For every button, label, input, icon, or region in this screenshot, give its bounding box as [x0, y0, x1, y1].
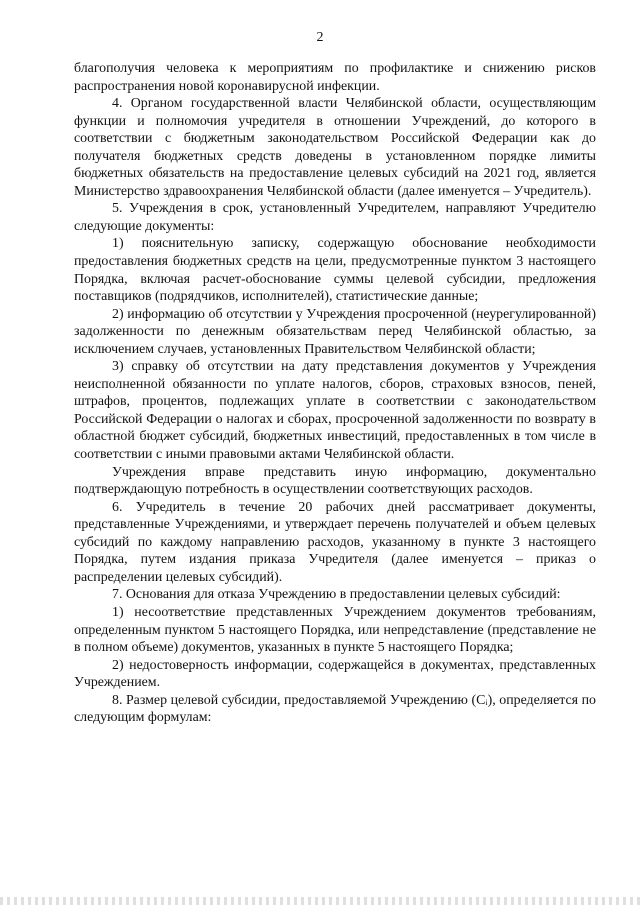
page-number: 2	[316, 30, 324, 45]
document-body	[74, 60, 596, 727]
paragraph: 8. Размер целевой субсидии, предоставляемой Учреждению (Cᵢ), определяется по следующим формулам:	[74, 692, 596, 726]
paragraph: 7. Основания для отказа Учреждению в предоставлении целевых субсидий:	[112, 587, 561, 603]
paragraph: 1) пояснительную записку, содержащую обоснование необходимости предоставления бюджетных средств на цели, предусмотренные пунктом 3 настоящего Порядка, включая расчет-обоснование суммы целевой субсидии, предложения поставщиков (подрядчиков, исполнителей), статистические данные;	[74, 236, 596, 305]
paragraph: 3) справку об отсутствии на дату представления документов у Учреждения неисполненной обязанности по уплате налогов, сборов, страховых взносов, пеней, штрафов, процентов, подлежащих уплате в соответствии с законодательством Российской Федерации о налогах и сборах, просроченной задолженности по возврату в областной бюджет субсидий, бюджетных инвестиций, предоставленных в том числе в соответствии с иными правовыми актами Челябинской области.	[74, 359, 596, 463]
paragraph: 6. Учредитель в течение 20 рабочих дней рассматривает документы, представленные Учреждениями, и утверждает перечень получателей и объем целевых субсидий по каждому направлению расходов, указанному в пункте 3 настоящего Порядка, путем издания приказа Учредителя (далее именуется – приказ о распределении целевых субсидий).	[74, 499, 596, 585]
scan-edge-artifact	[0, 897, 640, 905]
paragraph: 2) информацию об отсутствии у Учреждения просроченной (неурегулированной) задолженности по денежным обязательствам перед Челябинской областью, за исключением случаев, установленных Правительством Челябинской области;	[74, 306, 596, 357]
paragraph: благополучия человека к мероприятиям по профилактике и снижению рисков распространения новой коронавирусной инфекции.	[74, 61, 596, 94]
paragraph: 5. Учреждения в срок, установленный Учредителем, направляют Учредителю следующие документы:	[74, 201, 596, 234]
paragraph: 4. Органом государственной власти Челябинской области, осуществляющим функции и полномочия учредителя в отношении Учреждений, до которого в соответствии с бюджетным законодательством Российской Федерации как до получателя бюджетных средств доведены в установленном порядке лимиты бюджетных обязательств на предоставление целевых субсидий на 2021 год, является Министерство здравоохранения Челябинской области (далее именуется – Учредитель).	[74, 96, 596, 199]
paragraph: 2) недостоверность информации, содержащейся в документах, представленных Учреждением.	[74, 657, 596, 691]
paragraph: Учреждения вправе представить иную информацию, документально подтверждающую потребность в осуществлении соответствующих расходов.	[74, 464, 596, 498]
paragraph: 1) несоответствие представленных Учреждением документов требованиям, определенным пунктом 5 настоящего Порядка, или непредставление (представление не в полном объеме) документов, указанных в пункте 5 настоящего Порядка;	[74, 604, 596, 656]
